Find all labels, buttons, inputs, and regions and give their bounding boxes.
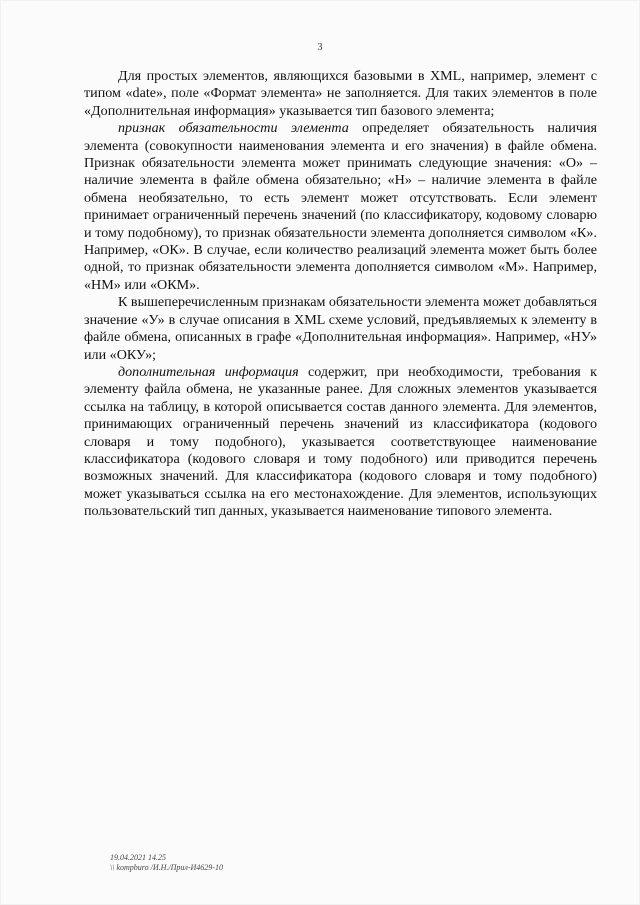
paragraph-simple-elements: Для простых элементов, являющихся базовыми в XML, например, элемент с типом «date», поле «Формат элемента» не заполняется. Для таких элементов в поле «Дополнительная информация» указывается тип базового элемента; [84, 68, 597, 119]
paragraph-mandatory-flag-text: определяет обязательность наличия элемента (совокупности наименования элемента и его значения) в файле обмена. Признак обязательности элемента может принимать следующие значения: «О» – наличие элемента в файле обмена обязательно; «Н» – наличие элемента в файле обмена необязательно, то есть элемент может отсутствовать. Если элемент принимает ограниченный перечень значений (по классификатору, кодовому словарю и тому подобному), то признак обязательности элемента дополняется символом «К». Например, «ОК». В случае, если количество реализаций элемента может быть более одной, то признак обязательности элемента дополняется символом «М». Например, «НМ» или «ОКМ». [84, 120, 597, 293]
footer-timestamp: 19.04.2021 14.25 [110, 853, 166, 862]
document-footer [110, 853, 223, 873]
term-additional-info: дополнительная информация [118, 363, 299, 380]
paragraph-conditional-flag: К вышеперечисленным признакам обязательности элемента может добавляться значение «У» в случае описания в XML схеме условий, предъявляемых к элементу в файле обмена, описанных в графе «Дополнительная информация». Например, «НУ» или «ОКУ»; [84, 294, 597, 363]
document-body [84, 68, 597, 521]
footer-file-path: \\ kompburo /И.Н./Прил-И4629-10 [110, 863, 223, 872]
paragraph-additional-info-text: содержит, при необходимости, требования к элементу файла обмена, не указанные ранее. Для сложных элементов указывается ссылка на таблицу, в которой описывается состав данного элемента. Для элементов, принимающих ограниченный перечень значений из классификатора (кодового словаря и тому подобного), указывается соответствующее наименование классификатора (кодового словаря и тому подобного) или приводится перечень возможных значений. Для классификатора (кодового словаря и тому подобного) может указываться ссылка на его местонахождение. Для элементов, использующих пользовательский тип данных, указывается наименование типового элемента. [84, 363, 597, 520]
page-number: 3 [317, 42, 323, 53]
term-mandatory-flag: признак обязательности элемента [118, 120, 349, 137]
paragraph-mandatory-flag [84, 120, 597, 294]
paragraph-additional-info [84, 364, 597, 521]
